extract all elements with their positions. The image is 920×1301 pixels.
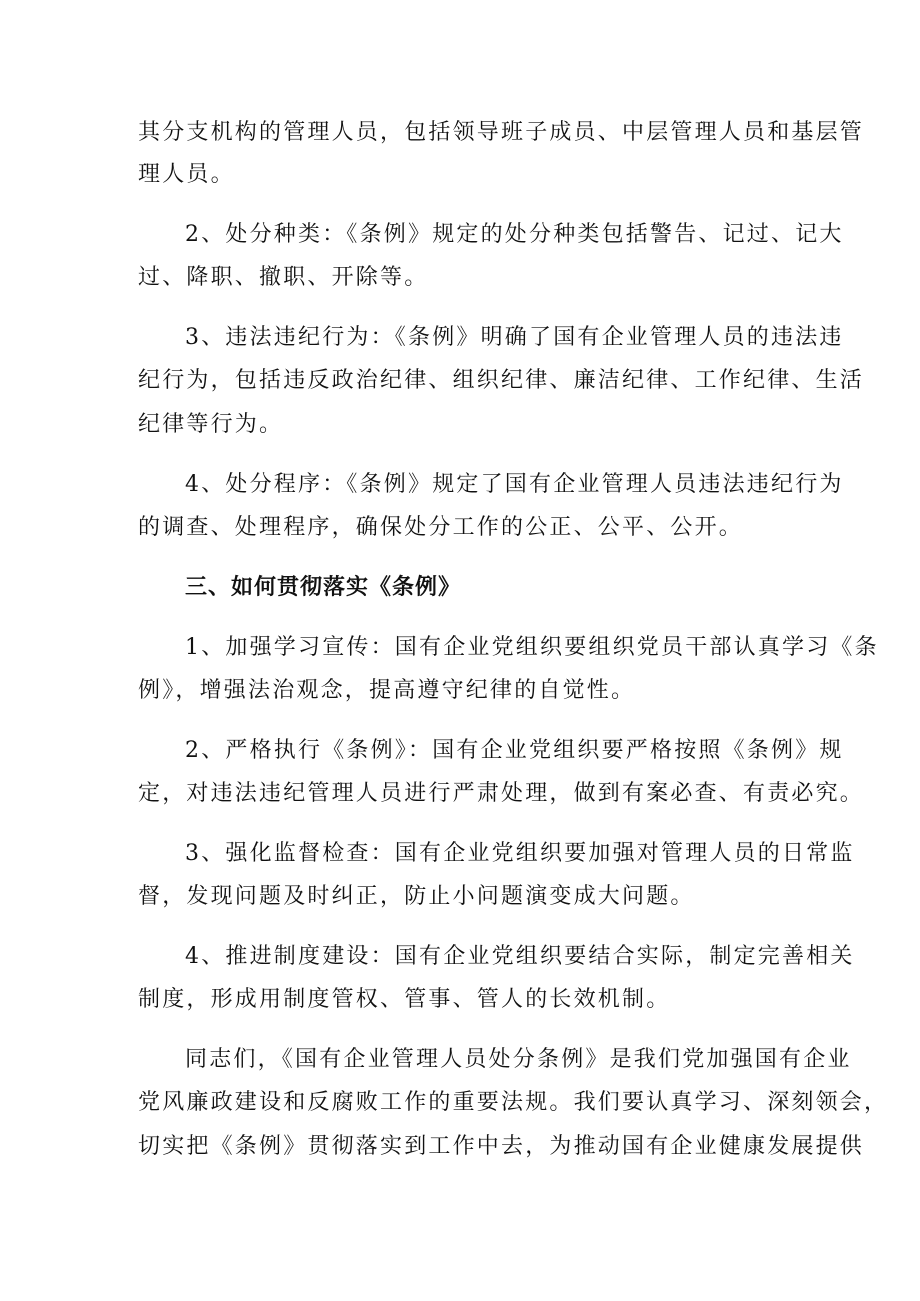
paragraph-line: 纪行为，包括违反政治纪律、组织纪律、廉洁纪律、工作纪律、生活 — [138, 368, 865, 393]
paragraph-line: 理人员。 — [138, 162, 235, 187]
section-heading: 三、如何贯彻落实《条例》 — [185, 575, 462, 600]
paragraph-line: 2、处分种类：《条例》规定的处分种类包括警告、记过、记大 — [185, 222, 844, 247]
paragraph-line: 的调查、处理程序，确保处分工作的公正、公平、公开。 — [138, 515, 744, 540]
paragraph-line: 1、加强学习宣传：国有企业党组织要组织党员干部认真学习《条 — [185, 635, 879, 660]
paragraph-line: 纪律等行为。 — [138, 412, 284, 437]
paragraph-line: 制度，形成用制度管权、管事、管人的长效机制。 — [138, 987, 671, 1012]
paragraph-line: 同志们，《国有企业管理人员处分条例》是我们党加强国有企业 — [185, 1047, 852, 1072]
paragraph-line: 督，发现问题及时纠正，防止小问题演变成大问题。 — [138, 884, 695, 909]
paragraph-line: 过、降职、撤职、开除等。 — [138, 265, 429, 290]
paragraph-line: 其分支机构的管理人员，包括领导班子成员、中层管理人员和基层管 — [138, 120, 865, 145]
paragraph-line: 定，对违法违纪管理人员进行严肃处理，做到有案必查、有责必究。 — [138, 781, 865, 806]
paragraph-line: 4、推进制度建设：国有企业党组织要结合实际，制定完善相关 — [185, 944, 855, 969]
paragraph-line: 3、违法违纪行为：《条例》明确了国有企业管理人员的违法违 — [185, 325, 844, 350]
paragraph-line: 例》，增强法治观念，提高遵守纪律的自觉性。 — [138, 678, 636, 703]
paragraph-line: 党风廉政建设和反腐败工作的重要法规。我们要认真学习、深刻领会， — [138, 1090, 889, 1115]
paragraph-line: 3、强化监督检查：国有企业党组织要加强对管理人员的日常监 — [185, 841, 855, 866]
paragraph-line: 切实把《条例》贯彻落实到工作中去，为推动国有企业健康发展提供 — [138, 1134, 865, 1159]
paragraph-line: 2、严格执行《条例》：国有企业党组织要严格按照《条例》规 — [185, 738, 844, 763]
paragraph-line: 4、处分程序：《条例》规定了国有企业管理人员违法违纪行为 — [185, 472, 844, 497]
